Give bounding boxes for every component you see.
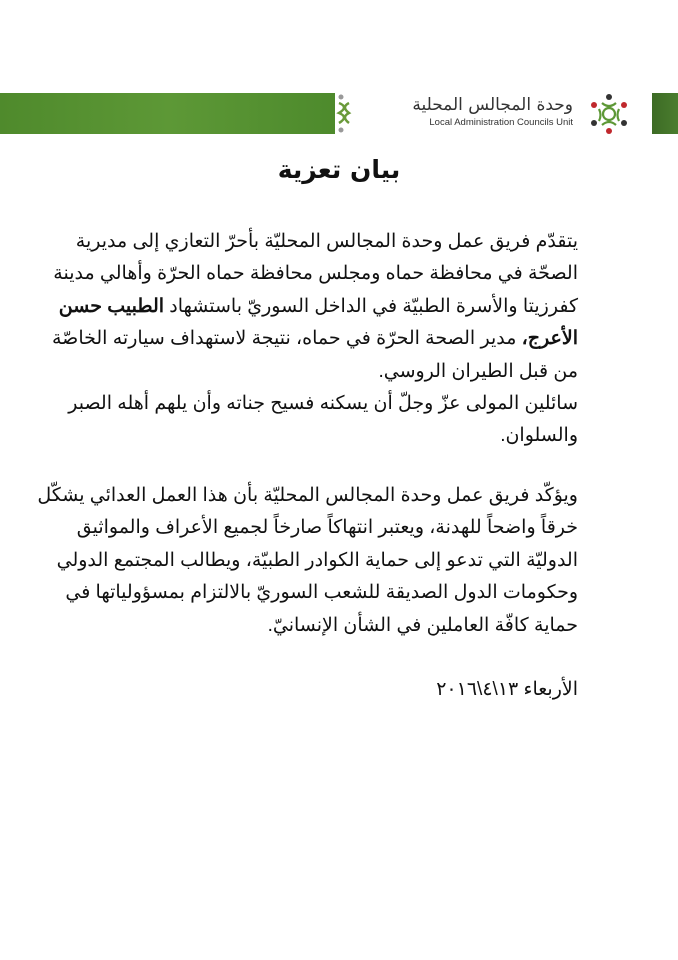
text-line: حماية كافّة العاملين في الشأن الإنسانيّ. [267, 614, 578, 636]
logo-mark-icon [585, 93, 633, 135]
paragraph-statement [37, 480, 578, 642]
text-line [58, 291, 578, 323]
text-line: الدوليّة التي تدعو إلى حماية الكوادر الطبيّة، ويطالب المجتمع الدولي [56, 549, 578, 571]
document-title: بيان تعزية [277, 155, 401, 184]
text-line: خرقاً واضحاً للهدنة، ويعتبر انتهاكاً صارخاً لجميع الأعراف والمواثيق [76, 517, 578, 539]
header-banner-left [0, 93, 338, 134]
text-line: ويؤكّد فريق عمل وحدة المجالس المحليّة بأن هذا العمل العدائي يشكّل [37, 485, 578, 506]
text-line: سائلين المولى عزّ وجلّ أن يسكنه فسيح جناته وأن يلهم أهله الصبر [68, 392, 578, 414]
text-line [52, 323, 578, 355]
text-line: الصحّة في محافظة حماه ومجلس محافظة حماه الحرّة وأهالي مدينة [53, 263, 578, 285]
text-line: وحكومات الدول الصديقة للشعب السوريّ بالالتزام بمسؤولياتها في [65, 582, 578, 604]
text-line: والسلوان. [500, 425, 578, 447]
org-name-english: Local Administration Councils Unit [429, 117, 573, 128]
text-line: من قبل الطيران الروسي. [378, 360, 578, 382]
header-banner-right [652, 93, 678, 134]
org-logo [405, 93, 635, 135]
text-line: يتقدّم فريق عمل وحدة المجالس المحليّة بأحرّ التعازي إلى مديرية [75, 231, 578, 252]
text-span: كفرزيتا والأسرة الطبيّة في الداخل السوريّ باستشهاد [164, 295, 578, 317]
document-date: الأربعاء ١٣\٤\٢٠١٦ [436, 679, 578, 700]
name-bold: الأعرج، [521, 328, 578, 350]
text-span: مدير الصحة الحرّة في حماه، نتيجة لاستهداف سيارته الخاصّة [52, 328, 522, 350]
ornament-icon [335, 93, 357, 134]
name-bold: الطبيب حسن [58, 295, 165, 317]
org-name-arabic: وحدة المجالس المحلية [412, 95, 573, 115]
date-block [118, 674, 578, 706]
paragraph-condolence [52, 226, 578, 453]
